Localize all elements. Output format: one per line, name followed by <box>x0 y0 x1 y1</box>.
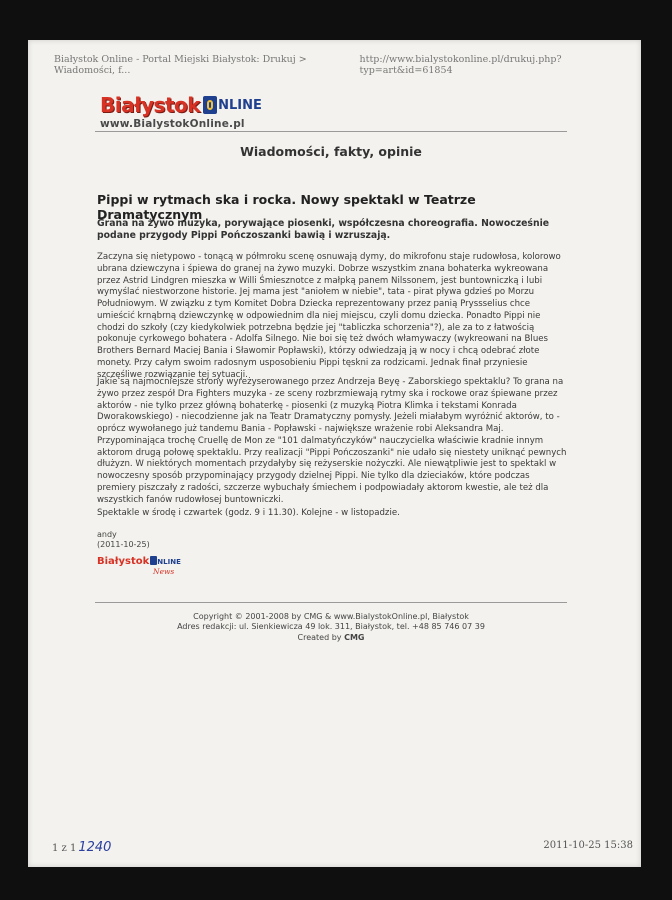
logo-online: NLINE <box>218 97 262 113</box>
page-number <box>52 840 111 855</box>
print-header <box>54 54 631 76</box>
print-header-url: http://www.bialystokonline.pl/drukuj.php?typ=art&id=61854 <box>359 54 562 76</box>
copyright: Copyright © 2001-2008 by CMG & www.BialystokOnline.pl, Białystok <box>193 612 469 621</box>
created-by-label: Created by <box>297 632 345 642</box>
site-footer <box>95 612 567 643</box>
news-logo-wordmark: Białystok <box>97 556 150 567</box>
article-paragraph: Jakie są najmocniejsze strony wyreżyserowanego przez Andrzeja Beyę - Zaborskiego spektaklu? To grana na żywo przez zespół Dra Fighters muzyka - ze sceny rozbrzmiewają rytmy ska i rockowe oraz śpiewane przez aktorów - nie tylko przez główną bohaterkę - piosenki (z muzyką Piotra Klimka i tekstami Konrada Dworakowskiego) - niecodzienne jak na Teatr Dramatyczny pomysły. Jeżeli miałabym wyróżnić aktorów, to - oprócz wywołanego już tandemu Bania - Popławski - największe wrażenie robi Aleksandra Maj. Przypominająca trochę Cruellę de Mon ze "101 dalmatyńczyków" nauczycielka właściwie kradnie innym aktorom drugą połowę spektaklu. Przy realizacji "Pippi Pończoszanki" nie udało się niestety uniknąć pewnych dłużyzn. W niektórych momentach przydałyby się reżyserskie nożyczki. Ale niewątpliwie jest to spektakl w nowoczesny sposób przypominający przygody dzielnej Pippi. Nie tylko dla dzieciaków, które podczas premiery piszczały z radości, szczerze wybuchały śmiechem i podpowiadały aktorom kwestie, ale też dla wszystkich fanów rudowłosej buntowniczki. <box>97 377 567 505</box>
print-header-title: Białystok Online - Portal Miejski Białystok: Drukuj > Wiadomości, f... <box>54 54 307 76</box>
byline <box>97 530 150 550</box>
article-paragraph: Zaczyna się nietypowo - tonącą w półmroku scenę osnuwają dymy, do mikrofonu staje rudowłosa, kolorowo ubrana dziewczyna i śpiewa do granej na żywo muzyki. Dobrze wszystkim znana bohaterka wykreowana przez Astrid Lindgren mieszka w Willi Śmiesznotce z małpką panem Nilssonem, jest buntowniczką i lubi wymyślać niestworzone historie. Jej mama jest "aniołem w niebie", tata - pirat pływa gdzieś po Morzu Południowym. W związku z tym Komitet Dobra Dziecka reprezentowany przez panią Pryssselius chce umieścić krnąbrną dziewczynkę w odpowiednim dla niej miejscu, czyli domu dziecka. Ponadto Pippi nie chodzi do szkoły (czy kiedykolwiek potrzebna będzie jej "tabliczka schorzenia"?), ale za to z łatwością pokonuje cyrkowego bohatera - Adolfa Silnego. Nie boi się też dwóch włamywaczy (wykreowani na Blues Brothers Bernard Maciej Bania i Sławomir Popławski), którzy odwiedzają ją w nocy i chcą odebrać złote monety. Przy całym swoim radosnym usposobieniu Pippi tęskni za rodzicami. Jednak finał przyniesie szczęśliwe rozwiązanie tej sytuacji. <box>97 252 561 380</box>
logo-url: www.BialystokOnline.pl <box>100 118 245 130</box>
created-by-company: CMG <box>344 632 365 642</box>
printed-page <box>28 40 641 867</box>
logo-o-icon <box>203 96 217 114</box>
page-count: 1 z 1 <box>52 843 77 854</box>
created-by <box>95 633 567 643</box>
handwritten-annotation: 1240 <box>78 840 112 855</box>
section-title: Wiadomości, fakty, opinie <box>240 144 422 159</box>
news-logo-label: News <box>153 567 175 576</box>
print-timestamp: 2011-10-25 15:38 <box>543 840 633 851</box>
news-logo-online: NLINE <box>157 558 181 566</box>
article-lead: Grana na żywo muzyka, porywające piosenki, współczesna choreografia. Nowocześnie podane przygody Pippi Pończoszanki bawią i wzruszają. <box>97 218 550 242</box>
publish-date: (2011-10-25) <box>97 540 150 549</box>
logo-wordmark: Białystok <box>100 93 201 117</box>
footer-divider <box>95 602 567 603</box>
article-headline: Pippi w rytmach ska i rocka. Nowy spektakl w Teatrze Dramatycznym <box>97 192 476 222</box>
author: andy <box>97 530 117 539</box>
header-divider <box>95 131 567 132</box>
site-logo <box>100 93 262 130</box>
article-paragraph: Spektakle w środę i czwartek (godz. 9 i 11.30). Kolejne - w listopadzie. <box>97 508 400 518</box>
editorial-address: Adres redakcji: ul. Sienkiewicza 49 lok. 311, Białystok, tel. +48 85 746 07 39 <box>177 622 485 632</box>
news-logo <box>97 549 181 576</box>
